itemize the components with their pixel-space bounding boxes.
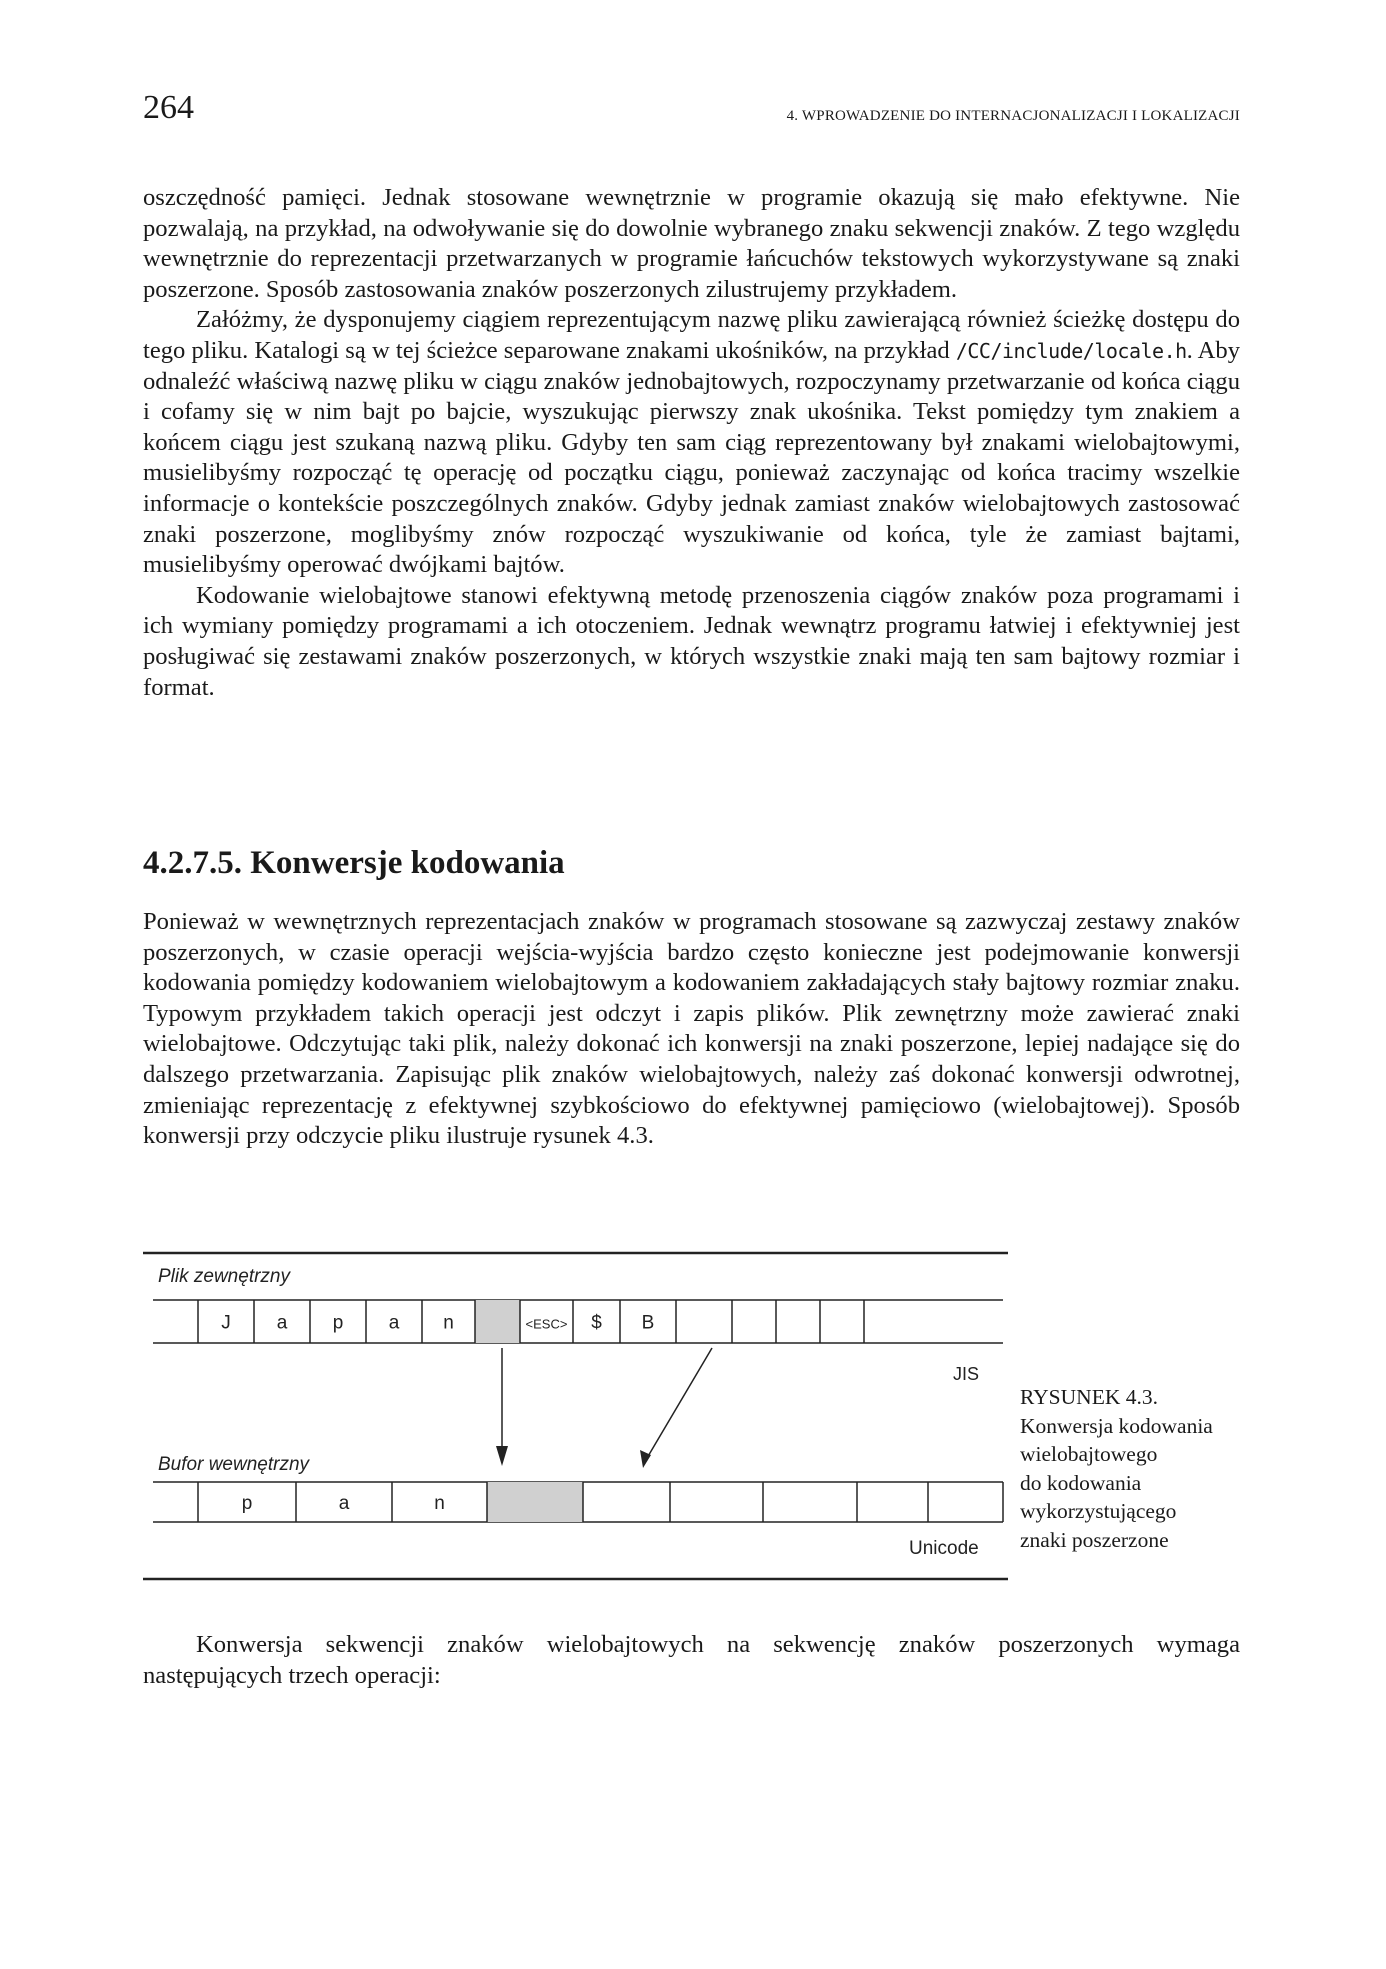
external-buffer-row [153,1300,1003,1343]
caption-line-1: RYSUNEK 4.3. [1020,1385,1158,1409]
caption-line-4: do kodowania [1020,1470,1142,1495]
conversion-arrow-diagonal [647,1348,712,1458]
encoding-diagram [143,1240,1013,1590]
text-block-bottom [143,1630,1240,1691]
external-cell-7: $ [591,1312,602,1334]
paragraph-1: oszczędność pamięci. Jednak stosowane wewnętrznie w programie okazują się mało efektywne. Nie pozwalają, na przykład, na odwoływanie się do dowolnie wybranego znaku sekwencji znaków. Z tego względu wewnętrznie do reprezentacji przetwarzanych w programie łańcuchów tekstowych wykorzystywane są znaki poszerzone. Sposób zastosowania znaków poszerzonych zilustrujemy przykładem. [143,184,1240,303]
paragraph-2-text-a: Załóżmy, że dysponujemy ciągiem reprezentującym nazwę pliku zawierającą również ścieżkę dostępu do tego pliku. Katalogi są w tej ścieżce separowane znakami ukośników, na przykład [143,306,1240,364]
external-cell-4: n [443,1312,454,1334]
paragraph-4: Ponieważ w wewnętrznych reprezentacjach znaków w programach stosowane są zazwyczaj zestawy znaków poszerzonych, w czasie operacji wejścia-wyjścia bardzo często konieczne jest podejmowanie konwersji kodowania pomiędzy kodowaniem wielobajtowym a kodowaniem zakładających stały bajtowy rozmiar znaku. Typowym przykładem takich operacji jest odczyt i zapis plików. Plik zewnętrzny może zawierać znaki wielobajtowe. Odczytując taki plik, należy dokonać ich konwersji na znaki poszerzone, lepiej nadające się do dalszego przetwarzania. Zapisując plik znaków wielobajtowych, należy zaś dokonać konwersji odwrotnej, zmieniając reprezentację z efektywnej szybkościowo do efektywnej pamięciowo (wielobajtowej). Sposób konwersji przy odczycie pliku ilustruje rysunek 4.3. [143,908,1240,1150]
unicode-label: Unicode [909,1538,979,1559]
running-header: 4. WPROWADZENIE DO INTERNACJONALIZACJI I LOKALIZACJI [786,108,1240,124]
external-cell-3: a [388,1312,400,1334]
external-cell-8: B [641,1312,655,1334]
external-cell-2: p [332,1312,344,1334]
internal-buffer-row [153,1482,1003,1522]
text-block-middle [143,907,1240,1152]
external-file-label: Plik zewnętrzny [158,1266,290,1287]
internal-cell-2: n [434,1493,445,1514]
caption-line-5: wykorzystującego [1020,1499,1177,1523]
external-cell-6: <ESC> [525,1316,568,1332]
external-cell-1: a [276,1312,288,1334]
inline-code-path: /CC/include/locale.h [955,338,1187,363]
page-number: 264 [143,89,194,126]
figure-4-3 [143,1240,1013,1590]
internal-shaded-cell [487,1482,583,1522]
external-shaded-cell [475,1300,520,1343]
paragraph-5: Konwersja sekwencji znaków wielobajtowych na sekwencję znaków poszerzonych wymaga następujących trzech operacji: [143,1631,1240,1689]
text-block-top [143,183,1240,703]
internal-cell-0: p [241,1493,253,1514]
paragraph-3: Kodowanie wielobajtowe stanowi efektywną metodę przenoszenia ciągów znaków poza programami i ich wymiany pomiędzy programami a ich otoczeniem. Jednak wewnątrz programu łatwiej i efektywniej jest posługiwać się zestawami znaków poszerzonych, w których wszystkie znaki mają ten sam bajtowy rozmiar i format. [143,581,1240,701]
paragraph-2 [143,305,1240,580]
caption-line-3: wielobajtowego [1020,1442,1158,1466]
arrowhead-down [496,1446,508,1466]
internal-cell-1: a [338,1493,350,1514]
figure-caption [1020,1383,1250,1554]
caption-line-2: Konwersja kodowania [1020,1413,1213,1438]
external-cell-0: J [221,1312,231,1334]
jis-label: JIS [953,1364,980,1384]
paragraph-2-text-b: . Aby odnaleźć właściwą nazwę pliku w ciągu znaków jednobajtowych, rozpoczynamy przetwarzanie od końca ciągu i cofamy się w nim bajt po bajcie, wyszukując pierwszy znak ukośnika. Tekst pomiędzy tym znakiem a końcem ciągu jest szukaną nazwą pliku. Gdyby ten sam ciąg reprezentowany był znakami wielobajtowymi, musielibyśmy rozpocząć tę operację od początku ciągu, ponieważ zaczynając od końca tracimy wszelkie informacje o kontekście poszczególnych znaków. Gdyby jednak zamiast znaków wielobajtowych zastosować znaki poszerzone, moglibyśmy znów rozpocząć wyszukiwanie od końca, tyle że zamiast bajtami, musielibyśmy operować dwójkami bajtów. [143,336,1240,579]
caption-line-6: znaki poszerzone [1020,1527,1169,1552]
internal-buffer-label: Bufor wewnętrzny [158,1454,310,1475]
section-heading: 4.2.7.5. Konwersje kodowania [143,845,565,881]
